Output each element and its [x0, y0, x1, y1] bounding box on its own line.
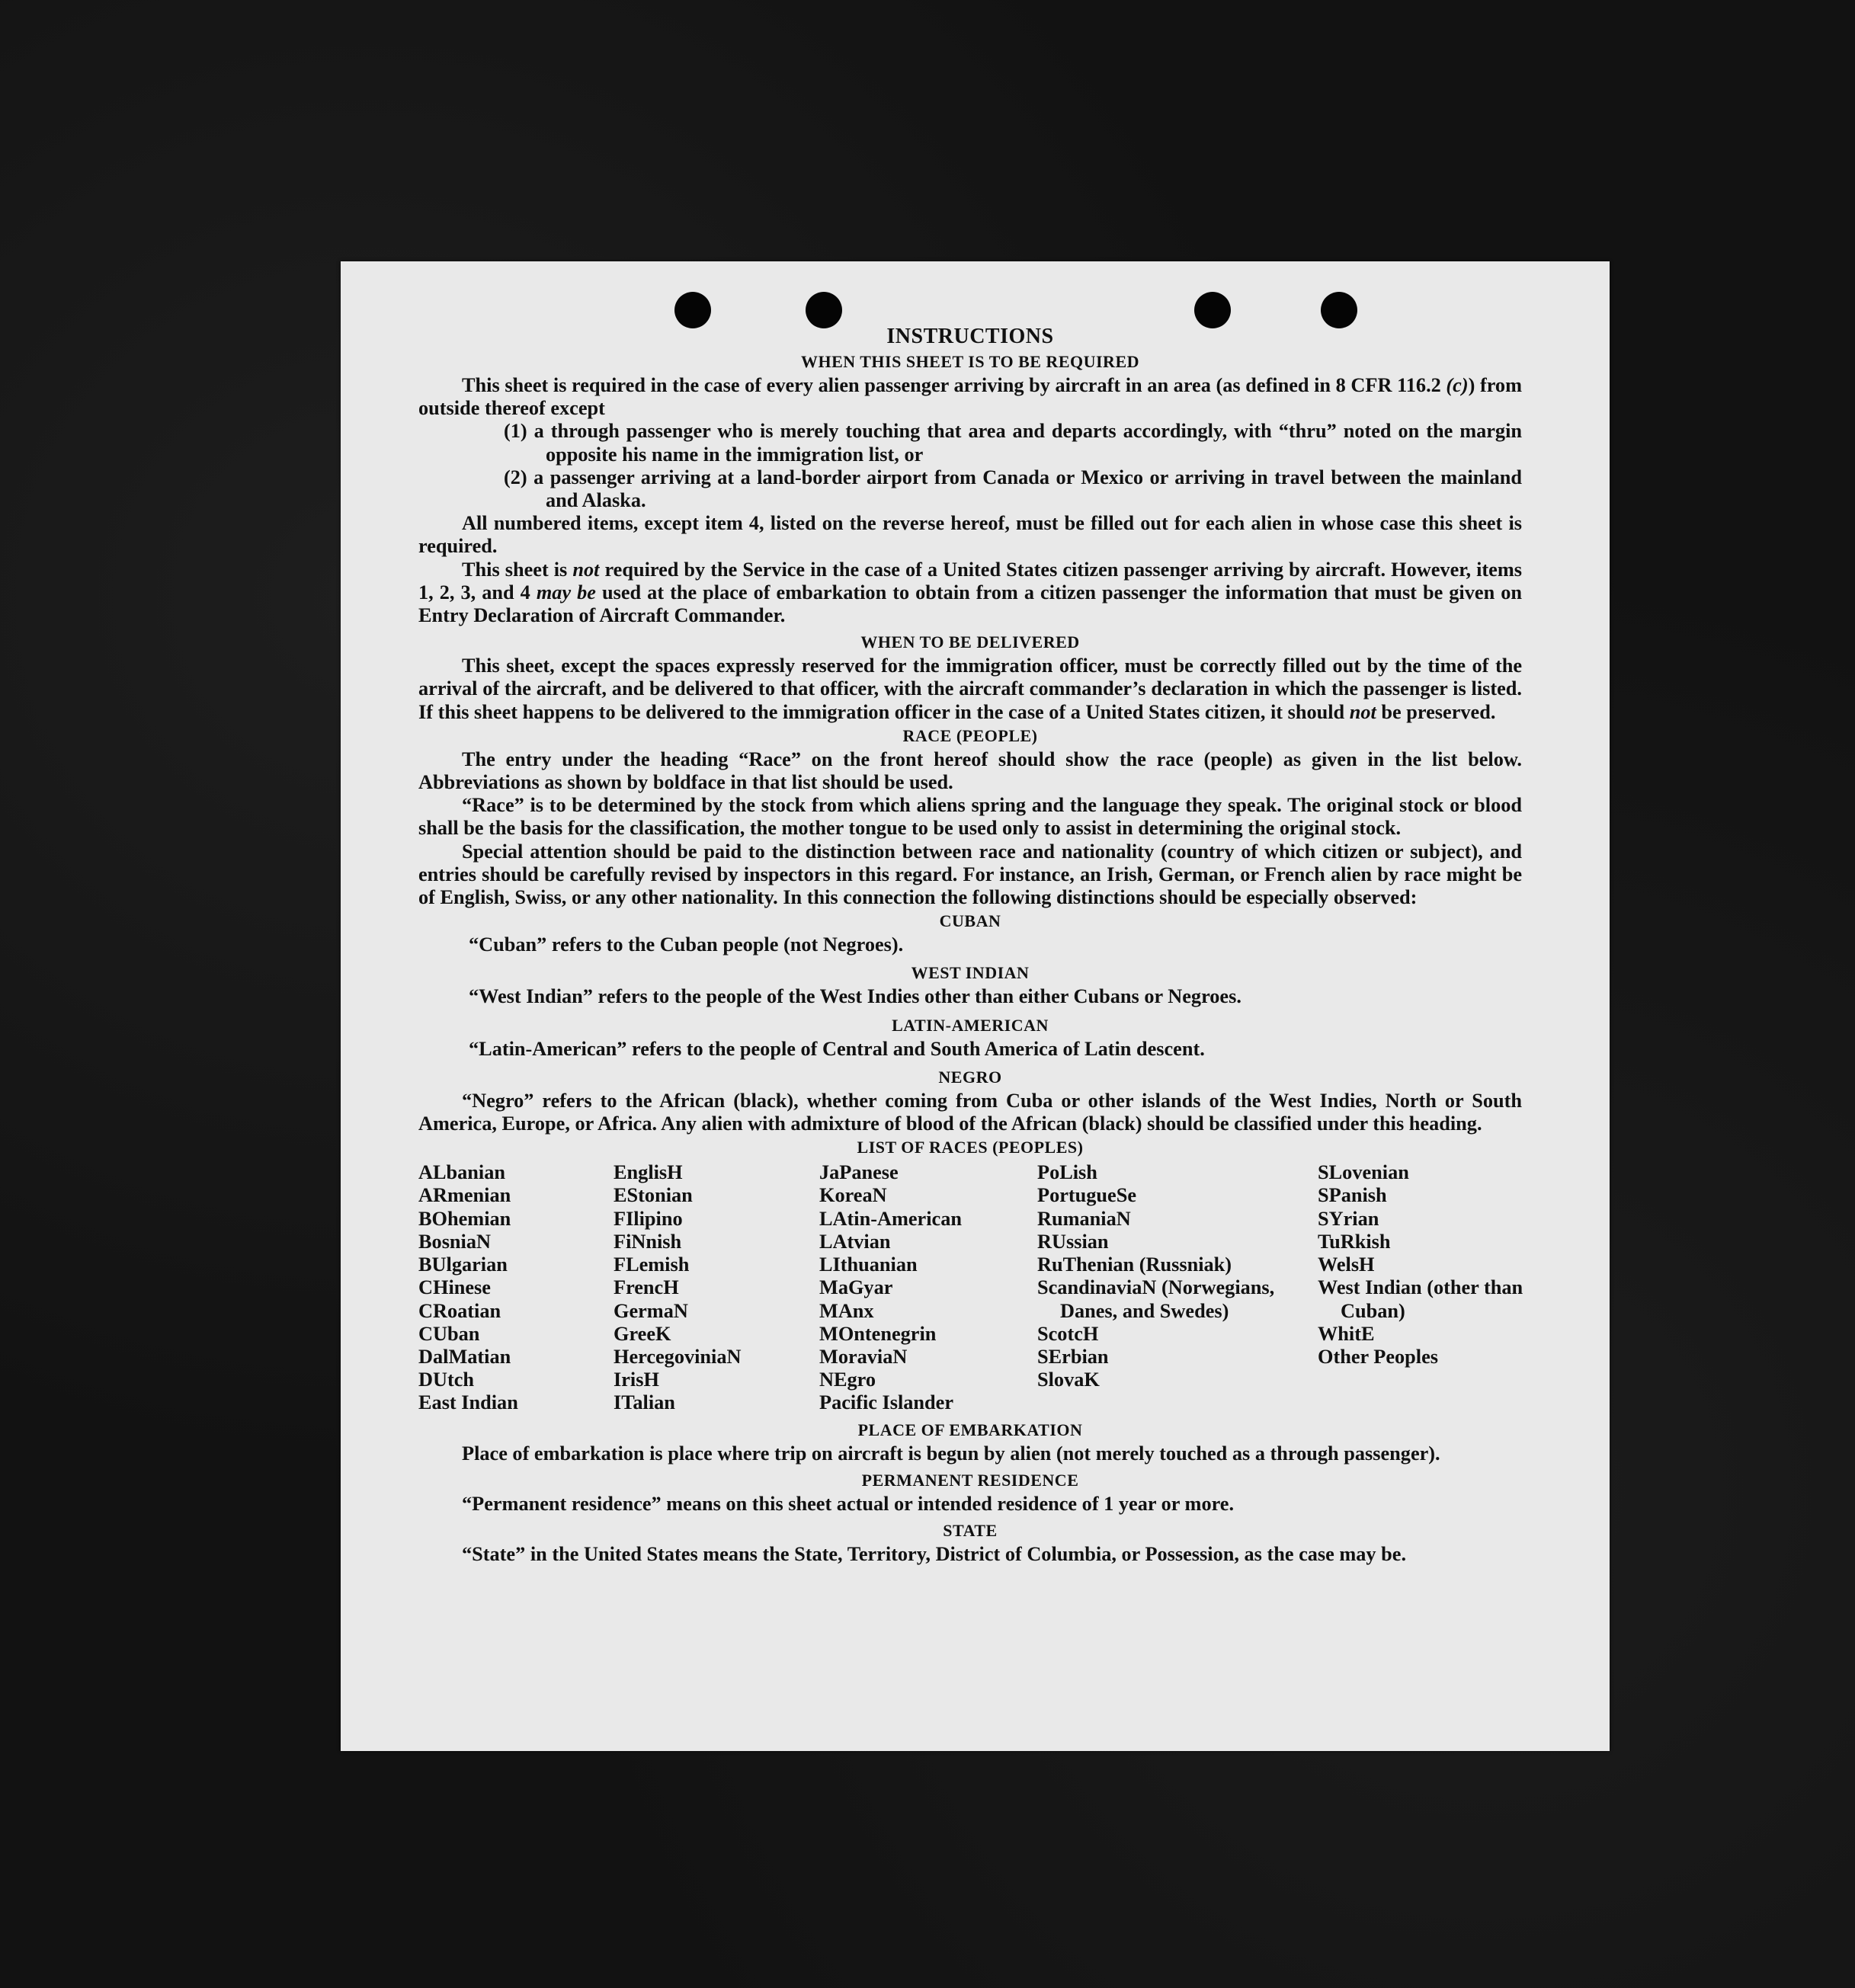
race-entry: MOntenegrin — [819, 1322, 937, 1345]
instructions-content — [418, 324, 1522, 1566]
race-entry: JaPanese — [819, 1161, 899, 1184]
punch-hole — [1321, 292, 1357, 328]
race-entry: CUban — [418, 1322, 480, 1345]
cuban-definition: “Cuban” refers to the Cuban people (not Negroes). — [469, 933, 904, 956]
race-entry: DalMatian — [418, 1345, 511, 1368]
race-entry: FrencH — [614, 1276, 679, 1299]
race-entry: LIthuanian — [819, 1253, 918, 1276]
race-entry: NEgro — [819, 1369, 876, 1391]
race-entry: LAtvian — [819, 1230, 891, 1253]
race-entry: GermaN — [614, 1299, 688, 1322]
race-column-2 — [614, 1161, 819, 1414]
race-entry: ScotcH — [1037, 1322, 1099, 1345]
race-column-4 — [1037, 1161, 1318, 1414]
race-column-1 — [418, 1161, 614, 1414]
heading-west-indian: WEST INDIAN — [911, 963, 1030, 983]
heading-when-required: WHEN THIS SHEET IS TO BE REQUIRED — [800, 352, 1140, 371]
heading-embarkation: PLACE OF EMBARKATION — [857, 1420, 1083, 1439]
race-entry: West Indian (other than Cuban) — [1318, 1276, 1523, 1322]
race-entry: CHinese — [418, 1276, 491, 1299]
citizen-paragraph: This sheet is not required by the Service in the case of a United States citizen passenger arriving by aircraft. However, items 1, 2, 3, and 4 may be used at the place of embarkation to obtain from a citizen passenger the information that must be given on Entry Declaration of Aircraft Commander. — [418, 558, 1522, 627]
numbered-items-paragraph: All numbered items, except item 4, listed on the reverse hereof, must be filled out for each alien in whose case this sheet is required. — [418, 512, 1522, 558]
race-entry: TuRkish — [1318, 1230, 1391, 1253]
heading-race: RACE (PEOPLE) — [902, 725, 1038, 745]
race-entry: KoreaN — [819, 1184, 887, 1207]
race-entry: SlovaK — [1037, 1369, 1100, 1391]
race-entry: FIlipino — [614, 1207, 683, 1230]
race-entry: FiNnish — [614, 1230, 682, 1253]
heading-list-of-races: LIST OF RACES (PEOPLES) — [857, 1138, 1084, 1157]
race-entry: BOhemian — [418, 1207, 511, 1230]
punch-hole — [806, 292, 842, 328]
race-entry: IrisH — [614, 1369, 659, 1391]
race-entry: RuThenian (Russniak) — [1037, 1253, 1232, 1276]
race-entry: ALbanian — [418, 1161, 506, 1184]
exception-item-1: (1) a through passenger who is merely touching that area and departs accordingly, with “thru” noted on the margin opposite his name in the immigration list, or — [504, 420, 1522, 466]
race-entry: GreeK — [614, 1322, 671, 1345]
race-entry: Pacific Islander — [819, 1391, 954, 1414]
race-entry: RumaniaN — [1037, 1207, 1131, 1230]
race-entry: East Indian — [418, 1391, 518, 1414]
document-page — [341, 261, 1610, 1751]
race-entry: MoraviaN — [819, 1345, 908, 1368]
race-entry: Other Peoples — [1318, 1345, 1438, 1368]
race-entry: SErbian — [1037, 1345, 1109, 1368]
race-paragraph-3: Special attention should be paid to the distinction between race and nationality (country of which citizen or subject), and entries should be carefully revised by inspectors in this regard. For instance, an Irish, German, or French alien by race might be of English, Swiss, or any other nationality. In this connection the following distinctions should be especially observed: — [418, 840, 1522, 909]
race-list — [418, 1161, 1522, 1414]
race-entry: RUssian — [1037, 1230, 1109, 1253]
race-entry: CRoatian — [418, 1299, 501, 1322]
race-entry: MAnx — [819, 1299, 874, 1322]
race-entry: LAtin-American — [819, 1207, 962, 1230]
race-paragraph-1: The entry under the heading “Race” on the front hereof should show the race (people) as given in the list below. Abbreviations as shown by boldface in that list should be used. — [418, 748, 1522, 794]
race-entry: ScandinaviaN (Norwegians, Danes, and Swedes) — [1037, 1276, 1275, 1322]
latin-american-definition: “Latin-American” refers to the people of Central and South America of Latin descent. — [469, 1037, 1205, 1060]
heading-latin-american: LATIN-AMERICAN — [892, 1015, 1049, 1035]
race-paragraph-2: “Race” is to be determined by the stock from which aliens spring and the language they speak. The original stock or blood shall be the basis for the classification, the mother tongue to be used only to assist in determining the original stock. — [418, 794, 1522, 840]
race-column-5 — [1318, 1161, 1522, 1414]
west-indian-definition: “West Indian” refers to the people of the West Indies other than either Cubans or Negroes. — [469, 985, 1241, 1008]
race-entry: MaGyar — [819, 1276, 893, 1299]
state-paragraph: “State” in the United States means the State, Territory, District of Columbia, or Possession, as the case may be. — [462, 1542, 1407, 1565]
race-entry: SLovenian — [1318, 1161, 1409, 1184]
negro-definition: “Negro” refers to the African (black), whether coming from Cuba or other islands of the West Indies, North or South America, Europe, or Africa. Any alien with admixture of blood of the African (black) should be classified under this heading. — [418, 1089, 1522, 1135]
race-entry: WhitE — [1318, 1322, 1375, 1345]
race-entry: EStonian — [614, 1184, 693, 1207]
punch-hole — [1194, 292, 1231, 328]
heading-when-delivered: WHEN TO BE DELIVERED — [860, 632, 1080, 652]
heading-state: STATE — [943, 1520, 998, 1540]
race-entry: WelsH — [1318, 1253, 1375, 1276]
heading-cuban: CUBAN — [939, 911, 1001, 931]
race-entry: EnglisH — [614, 1161, 683, 1184]
race-entry: ARmenian — [418, 1184, 511, 1207]
race-entry: DUtch — [418, 1369, 475, 1391]
race-entry: BUlgarian — [418, 1253, 508, 1276]
heading-permanent-residence: PERMANENT RESIDENCE — [861, 1470, 1079, 1490]
punch-hole — [674, 292, 711, 328]
required-intro: This sheet is required in the case of every alien passenger arriving by aircraft in an area (as defined in 8 CFR 116.2 (c)) from outside thereof except — [418, 374, 1522, 420]
race-entry: ITalian — [614, 1391, 675, 1414]
race-entry: BosniaN — [418, 1230, 491, 1253]
race-entry: SPanish — [1318, 1184, 1387, 1207]
exception-item-2: (2) a passenger arriving at a land-border airport from Canada or Mexico or arriving in travel between the mainland and Alaska. — [504, 466, 1522, 512]
heading-negro: NEGRO — [938, 1067, 1002, 1087]
race-column-3 — [819, 1161, 1037, 1414]
race-entry: PortugueSe — [1037, 1184, 1137, 1207]
race-entry: HercegoviniaN — [614, 1345, 742, 1368]
page-title: INSTRUCTIONS — [886, 325, 1054, 348]
embarkation-paragraph: Place of embarkation is place where trip on aircraft is begun by alien (not merely touched as a through passenger). — [462, 1442, 1440, 1465]
residence-paragraph: “Permanent residence” means on this sheet actual or intended residence of 1 year or more. — [462, 1492, 1235, 1515]
race-entry: SYrian — [1318, 1207, 1379, 1230]
race-entry: PoLish — [1037, 1161, 1097, 1184]
delivered-paragraph: This sheet, except the spaces expressly reserved for the immigration officer, must be correctly filled out by the time of the arrival of the aircraft, and be delivered to that officer, with the aircraft commander’s declaration in which the passenger is listed. If this sheet happens to be delivered to the immigration officer in the case of a United States citizen, it should not be preserved. — [418, 655, 1522, 723]
race-entry: FLemish — [614, 1253, 690, 1276]
